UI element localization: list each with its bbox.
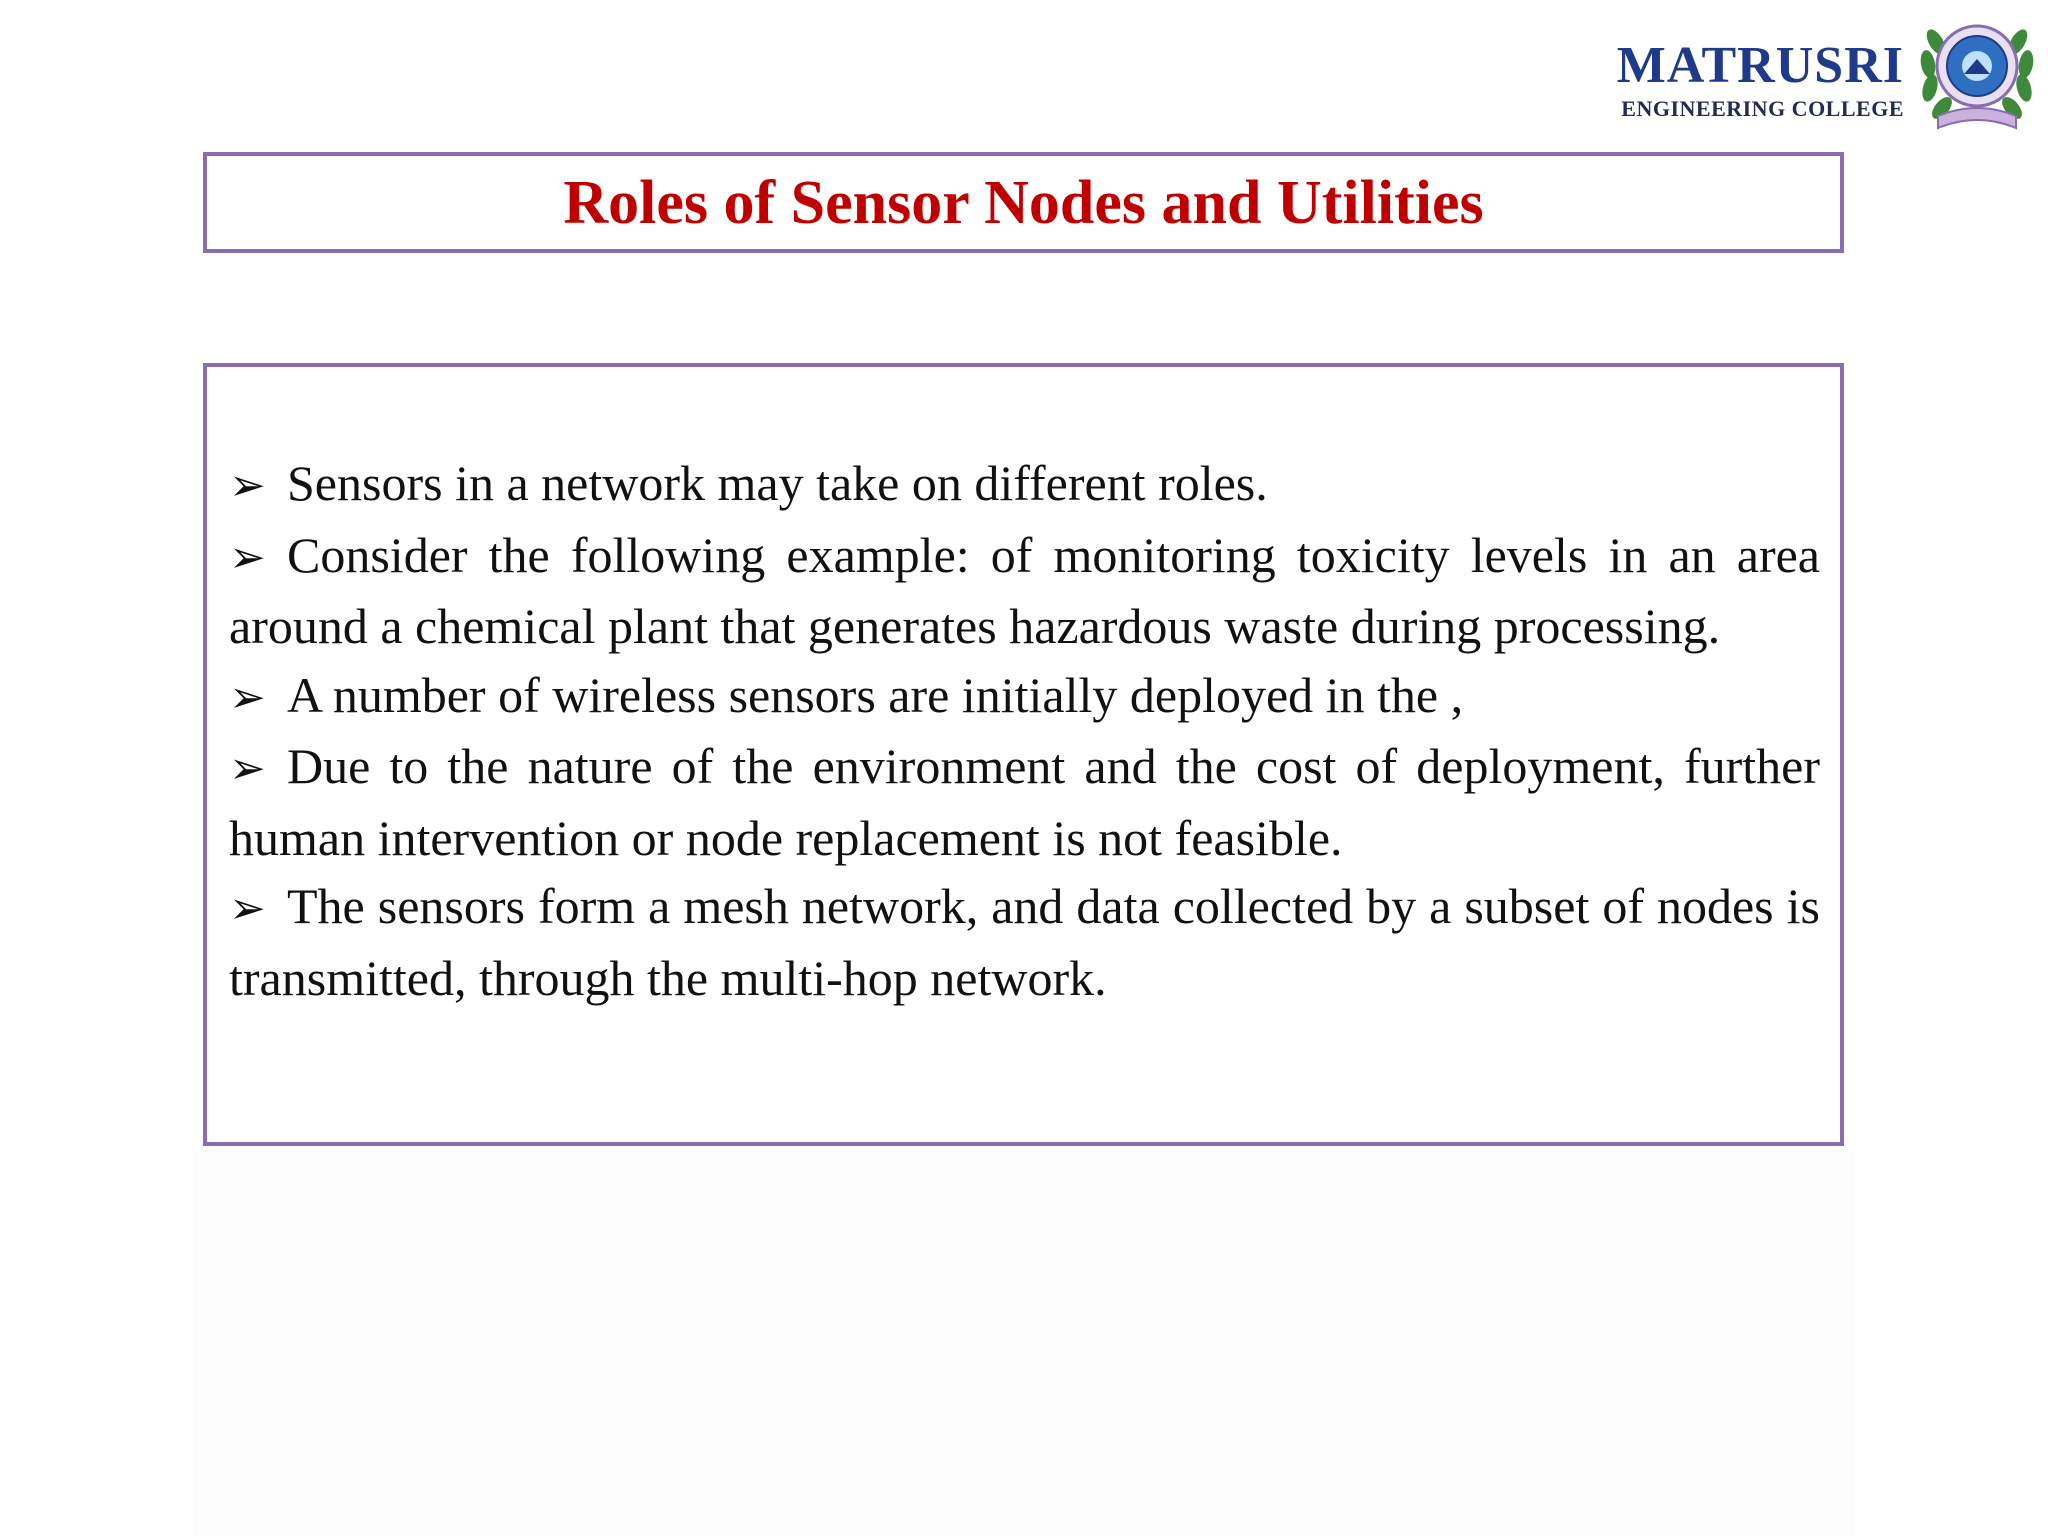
background-panel	[195, 1150, 1853, 1536]
arrow-bullet-icon: ➢	[229, 744, 266, 793]
bullet-item	[229, 521, 1820, 661]
bullet-item	[229, 661, 1820, 733]
college-emblem-icon	[1914, 4, 2040, 144]
bullet-item	[229, 872, 1820, 1012]
bullet-text: Sensors in a network may take on different roles.	[287, 455, 1268, 511]
bullet-text: The sensors form a mesh network, and data collected by a subset of nodes is transmitted, through the multi-hop network.	[229, 878, 1820, 1006]
bullet-item	[229, 732, 1820, 872]
content-box	[203, 363, 1844, 1146]
bullet-text: A number of wireless sensors are initially deployed in the ,	[287, 666, 1464, 723]
logo-text	[1617, 36, 1904, 122]
arrow-bullet-icon: ➢	[229, 672, 266, 722]
arrow-bullet-icon: ➢	[229, 884, 266, 933]
arrow-bullet-icon: ➢	[229, 461, 266, 510]
bullet-text: Consider the following example: of monitoring toxicity levels in an area around a chemical plant that generates hazardous waste during processing.	[229, 526, 1820, 654]
slide-title: Roles of Sensor Nodes and Utilities	[563, 168, 1484, 237]
college-logo	[1590, 28, 2040, 148]
bullet-list	[229, 449, 1820, 1012]
bullet-text: Due to the nature of the environment and the cost of deployment, further human intervention or node replacement is not feasible.	[229, 738, 1820, 866]
arrow-bullet-icon: ➢	[229, 532, 266, 582]
bullet-item	[229, 449, 1820, 521]
logo-subtitle: ENGINEERING COLLEGE	[1621, 96, 1904, 121]
title-box	[203, 152, 1844, 253]
logo-name: MATRUSRI	[1616, 37, 1904, 94]
